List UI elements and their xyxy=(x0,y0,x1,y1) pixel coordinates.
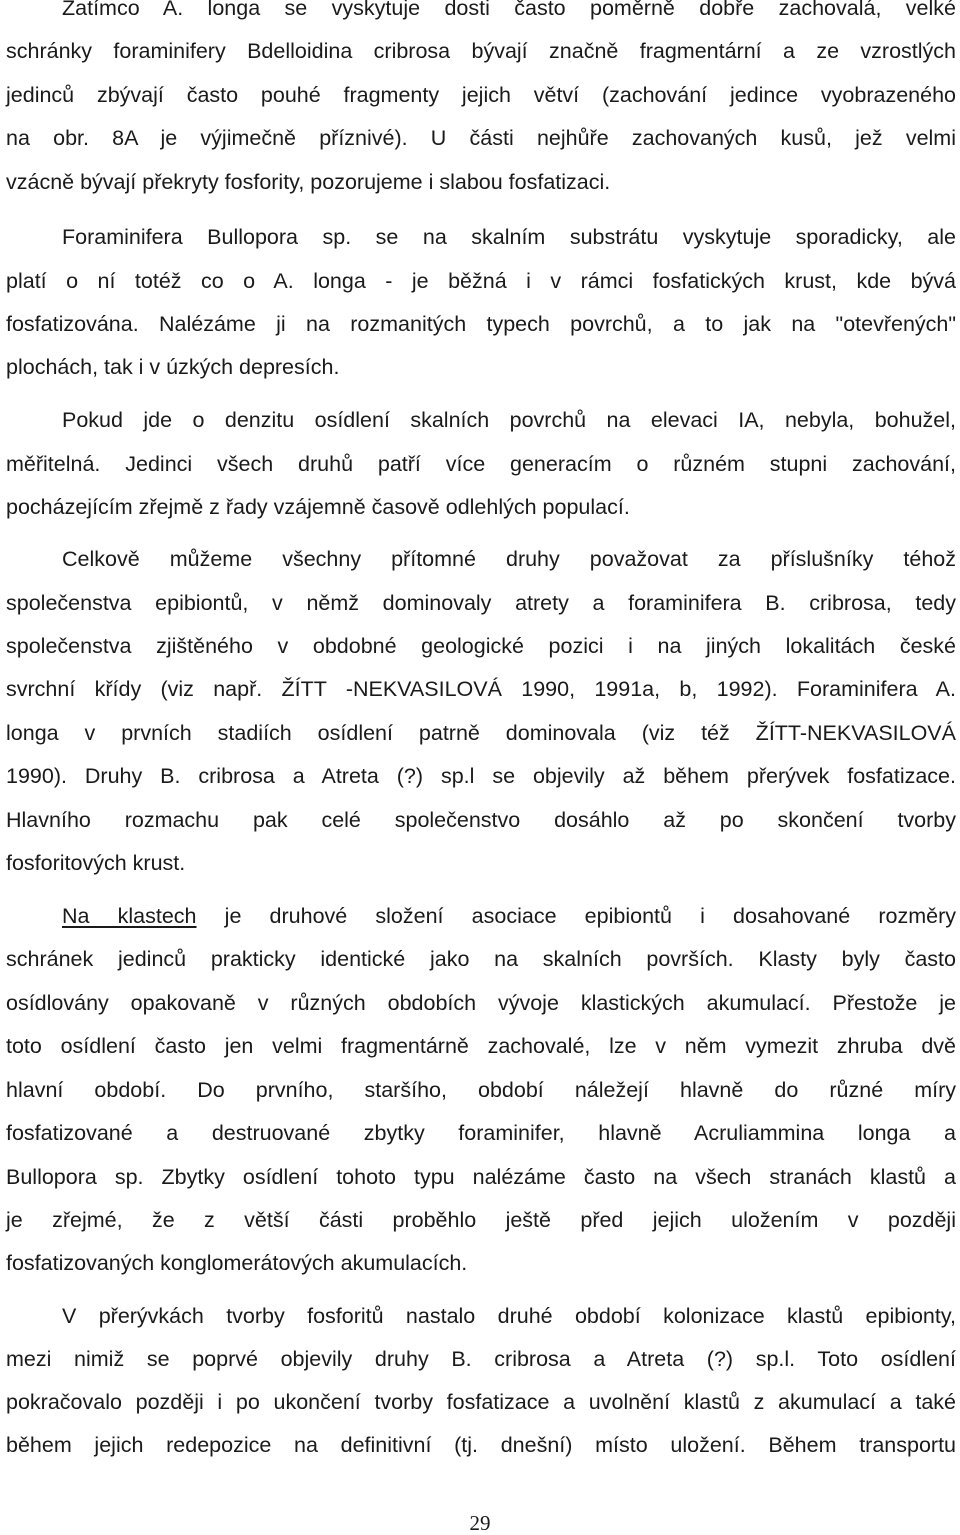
text-line: Zatímco A. longa se vyskytuje dosti často poměrně dobře zachovalá, velké xyxy=(62,0,956,20)
text-line: plochách, tak i v úzkých depresích. xyxy=(6,355,340,379)
text-line: vzácně bývají překryty fosfority, pozorujeme i slabou fosfatizaci. xyxy=(6,170,611,194)
text-line: pokračovalo později i po ukončení tvorby fosfatizace a uvolnění klastů z akumulací a také xyxy=(6,1390,956,1414)
text-line: jedinců zbývají často pouhé fragmenty jejich větví (zachování jedince vyobrazeného xyxy=(6,83,956,107)
underlined-heading: Na klastech xyxy=(62,904,197,928)
page-number: 29 xyxy=(469,1511,491,1535)
text-line: Pokud jde o denzitu osídlení skalních povrchů na elevaci IA, nebyla, bohužel, xyxy=(62,408,956,432)
text-line: schránky foraminifery Bdelloidina cribrosa bývají značně fragmentární a ze vzrostlých xyxy=(6,39,956,63)
text-line xyxy=(62,903,956,929)
text-line: společenstva epibiontů, v němž dominovaly atrety a foraminifera B. cribrosa, tedy xyxy=(6,591,956,615)
text-line: během jejich redepozice na definitivní (tj. dnešní) místo uložení. Během transportu xyxy=(6,1433,956,1457)
text-line: mezi nimiž se poprvé objevily druhy B. cribrosa a Atreta (?) sp.l. Toto osídlení xyxy=(6,1347,956,1371)
text-line: na obr. 8A je výjimečně příznivé). U části nejhůře zachovaných kusů, jež velmi xyxy=(6,126,956,150)
text-line: schránek jedinců prakticky identické jako na skalních površích. Klasty byly často xyxy=(6,947,956,971)
text-line: svrchní křídy (viz např. ŽÍTT -NEKVASILOVÁ 1990, 1991a, b, 1992). Foraminifera A. xyxy=(6,677,956,701)
text-line: je zřejmé, že z větší části proběhlo ještě před jejich uložením v později xyxy=(6,1208,956,1232)
text-line: fosfatizována. Nalézáme ji na rozmanitých typech povrchů, a to jak na "otevřených" xyxy=(6,312,956,336)
text-line: longa v prvních stadiích osídlení patrně dominovala (viz též ŽÍTT-NEKVASILOVÁ xyxy=(6,721,956,745)
text-line: společenstva zjištěného v obdobné geologické pozici i na jiných lokalitách české xyxy=(6,634,956,658)
text-line: platí o ní totéž co o A. longa - je běžná i v rámci fosfatických krust, kde bývá xyxy=(6,269,956,293)
text-line: Bullopora sp. Zbytky osídlení tohoto typu nalézáme často na všech stranách klastů a xyxy=(6,1165,956,1189)
text-line: Hlavního rozmachu pak celé společenstvo dosáhlo až po skončení tvorby xyxy=(6,808,956,832)
text-line: hlavní období. Do prvního, staršího, období náležejí hlavně do různé míry xyxy=(6,1078,956,1102)
document-page xyxy=(6,0,956,1533)
text-line: fosforitových krust. xyxy=(6,851,186,875)
text-line: 1990). Druhy B. cribrosa a Atreta (?) sp.l se objevily až během přerývek fosfatizace. xyxy=(6,764,956,788)
text-line: Celkově můžeme všechny přítomné druhy považovat za příslušníky téhož xyxy=(62,547,956,571)
text-line: fosfatizované a destruované zbytky foraminifer, hlavně Acruliammina longa a xyxy=(6,1121,956,1145)
text-span: je druhové složení asociace epibiontů i dosahované rozměry xyxy=(196,904,956,928)
text-line: fosfatizovaných konglomerátových akumulacích. xyxy=(6,1251,468,1275)
text-line: Foraminifera Bullopora sp. se na skalním substrátu vyskytuje sporadicky, ale xyxy=(62,225,956,249)
text-line: V přerývkách tvorby fosforitů nastalo druhé období kolonizace klastů epibionty, xyxy=(62,1304,956,1328)
text-line: osídlovány opakovaně v různých obdobích vývoje klastických akumulací. Přestože je xyxy=(6,991,956,1015)
text-line: pocházejícím zřejmě z řady vzájemně časově odlehlých populací. xyxy=(6,495,630,519)
text-line: měřitelná. Jedinci všech druhů patří více generacím o různém stupni zachování, xyxy=(6,452,956,476)
text-line: toto osídlení často jen velmi fragmentárně zachovalé, lze v něm vymezit zhruba dvě xyxy=(6,1034,956,1058)
